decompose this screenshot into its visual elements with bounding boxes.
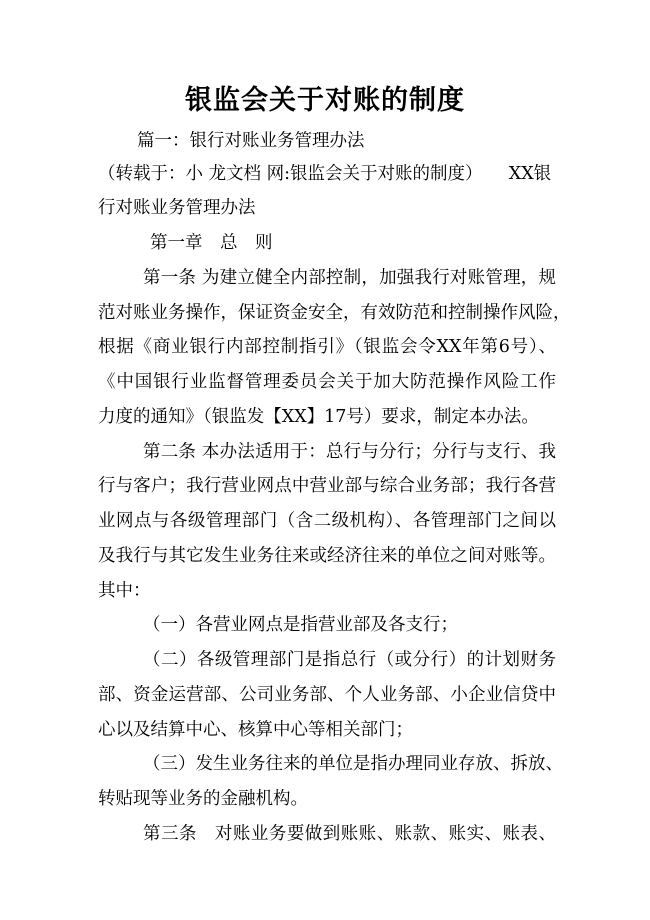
text-line: 业网点与各级管理部门（含二级机构）、各管理部门之间以 [98,511,556,531]
text-line: 部、资金运营部、公司业务部、个人业务部、小企业信贷中 [98,685,556,705]
text-line: 转贴现等业务的金融机构。 [98,789,308,809]
text-line: 行与客户；我行营业网点中营业部与综合业务部；我行各营 [98,476,556,496]
text-line: 篇一：银行对账业务管理办法 [137,131,365,151]
text-line: 第一条 为建立健全内部控制，加强我行对账管理，规 [143,268,556,288]
chapter-heading: 第一章 总 则 [150,233,273,253]
text-line: 及我行与其它发生业务往来或经济往来的单位之间对账等。 [98,546,556,566]
text-line: （一）各营业网点是指营业部及各支行； [143,615,458,635]
text-line: 《中国银行业监督管理委员会关于加大防范操作风险工作 [98,372,556,392]
text-line: 其中： [98,581,151,601]
text-line: 心以及结算中心、核算中心等相关部门； [98,720,413,740]
text-line: （转载于：小 龙文档 网:银监会关于对账的制度） XX银 [98,164,552,184]
text-line: （三）发生业务往来的单位是指办理同业存放、拆放、 [143,754,563,774]
text-line: 第三条 对账业务要做到账账、账款、账实、账表、 [143,824,556,844]
document-title: 银监会关于对账的制度 [185,85,465,116]
text-line: （二）各级管理部门是指总行（或分行）的计划财务 [143,650,556,670]
text-line: 根据《商业银行内部控制指引》（银监会令XX年第6号）、 [98,337,556,357]
text-line: 力度的通知》（银监发【XX】17号）要求，制定本办法。 [98,407,539,427]
text-line: 范对账业务操作，保证资金安全，有效防范和控制操作风险， [98,303,571,323]
text-line: 行对账业务管理办法 [98,198,256,218]
text-line: 第二条 本办法适用于：总行与分行；分行与支行、我 [143,442,556,462]
